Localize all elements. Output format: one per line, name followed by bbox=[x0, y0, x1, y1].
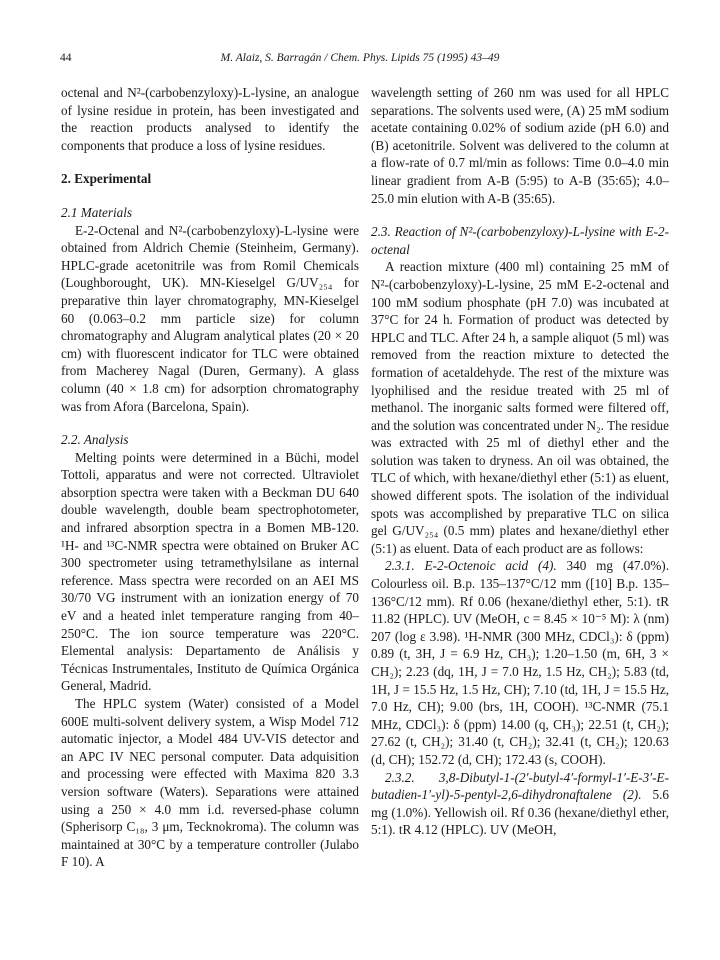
page-number: 44 bbox=[60, 52, 72, 64]
left-column bbox=[61, 84, 359, 871]
analysis-paragraph-2: The HPLC system (Water) consisted of a Model 600E multi-solvent delivery system, a Wisp Model 712 automatic injector, a Model 484 UV-VIS detector and an APC IV NEC personal computer. Data adquisition and processing were effected with Maxima 820 3.3 version software (Waters). Separations were attained using a 250 × 4.0 mm i.d. reversed-phase column (Spherisorp C₁₈, 3 μm, Tecknokroma). The column was maintained at 30°C by a temperature controller (Julabo F 10). A bbox=[61, 696, 359, 870]
product-2-heading: 2.3.2. 3,8-Dibutyl-1-(2′-butyl-4′-formyl-1′-E-3′-E-butadien-1′-yl)-5-pentyl-2,6-dihydronaftalene (2). bbox=[371, 769, 669, 803]
materials-paragraph: E-2-Octenal and N²-(carbobenzyloxy)-L-lysine were obtained from Aldrich Chemie (Steinheim, Germany). HPLC-grade acetonitrile was from Romil Chemicals (Loughborought, UK). MN-Kieselgel G/UV₂₅₄ for preparative thin layer chromatography, MN-Kieselgel 60 (0.063–0.2 mm particle size) for column chromatography and Alugram analytical plates (20 × 20 cm) with fluorescent indicator for TLC were obtained from Macherey Nagal (Duren, Germany). A glass column (40 × 1.8 cm) for adsorption chromatography was from Afora (Barcelona, Spain). bbox=[61, 222, 359, 414]
product-4-paragraph bbox=[371, 557, 669, 768]
right-column bbox=[371, 84, 669, 839]
product-4-heading: 2.3.1. E-2-Octenoic acid (4). bbox=[385, 558, 557, 574]
section-2-2-heading: 2.2. Analysis bbox=[61, 432, 129, 448]
page-header bbox=[60, 52, 660, 68]
section-2-3-heading: 2.3. Reaction of N²-(carbobenzyloxy)-L-lysine with E-2-octenal bbox=[371, 224, 669, 257]
product-4-text: 340 mg (47.0%). Colourless oil. B.p. 135–137°C/12 mm ([10] B.p. 135–136°C/12 mm). Rf 0.06 (hexane/diethyl ether, 5:1). tR 11.82 (HPLC). UV (MeOH, c = 8.45 × 10⁻⁵ M): λ (nm) 207 (log ε 3.98). ¹H-NMR (300 MHz, CDCl₃): δ (ppm) 0.89 (t, 3H, J = 6.9 Hz, CH₃); 1.20–1.50 (m, 6H, 3 × CH₂); 2.23 (dq, 1H, J = 7.0 Hz, 1.5 Hz, CH₂); 5.83 (td, 1H, J = 15.5 Hz, 1.5 Hz, CH); 7.10 (td, 1H, J = 15.5 Hz, 7.0 Hz, CH); 9.00 (brs, 1H, COOH). ¹³C-NMR (75.1 MHz, CDCl₃): δ (ppm) 14.00 (q, CH₃); 22.51 (t, CH₂); 27.62 (t, CH₂); 31.40 (t, CH₂); 32.41 (t, CH₂); 120.63 (d, CH); 152.72 (d, CH); 172.43 (s, COOH). bbox=[371, 558, 670, 767]
product-2-paragraph bbox=[371, 769, 669, 839]
section-2-heading: 2. Experimental bbox=[61, 171, 152, 187]
section-2-1-heading: 2.1 Materials bbox=[61, 204, 133, 220]
hplc-continuation: wavelength setting of 260 nm was used for all HPLC separations. The solvents used were, (A) 25 mM sodium acetate containing 0.02% of sodium azide (pH 6.0) and (B) acetonitrile. Solvent was delivered to the column at a flow-rate of 0.7 ml/min as follows: Time 0.0–4.0 min linear gradient from A-B (5:95) to A-B (35:65); 4.0–25.0 min elution with A-B (35:65). bbox=[371, 85, 669, 206]
analysis-paragraph-1: Melting points were determined in a Büchi, model Tottoli, apparatus and were not corrected. Ultraviolet absorption spectra were taken with a Beckman DU 640 double wavelength, double beam spectrophotometer, and infrared absorption spectra in a Bomen MB-120. ¹H- and ¹³C-NMR spectra were obtained on Bruker AC 300 spectrometer using tetramethylsilane as internal reference. Mass spectra were recorded on an AEI MS 30/70 VG instrument with an ionization energy of 70 eV and a heated inlet temperature ranging from 40–250°C. The ion source temperature was 220°C. Elemental analysis: Departamento de Análisis y Técnicas Instrumentales, Instituto de Química Orgánica General, Madrid. bbox=[61, 449, 359, 694]
reaction-paragraph: A reaction mixture (400 ml) containing 25 mM of N²-(carbobenzyloxy)-L-lysine, 25 mM E-2-octenal and 100 mM sodium phosphate (pH 7.0) was incubated at 37°C for 24 h. Formation of product was detected by HPLC and TLC. After 24 h, a sample aliquot (5 ml) was removed from the reaction mixture to detected the formation of acetaldehyde. The rest of the mixture was lyophilised and the residue treated with 25 ml of methanol. The inorganic salts formed were filtered off, and the solution was concentrated under N₂. The residue was extracted with 25 ml of diethyl ether and the solution was taken to dryness. An oil was obtained, the TLC of which, with hexane/diethyl ether (5:1) as eluent, showed different spots. The isolation of the individual spots was accomplished by preparative TLC on silica gel G/UV₂₅₄ (0.5 mm) plates and hexane/diethyl ether (5:1) as eluent. Data of each product are as follows: bbox=[371, 259, 669, 556]
product-2-text: 5.6 mg (1.0%). Yellowish oil. Rf 0.36 (hexane/diethyl ether, 5:1). tR 4.12 (HPLC). UV (MeOH, bbox=[371, 787, 670, 838]
running-title: M. Alaiz, S. Barragán / Chem. Phys. Lipids 75 (1995) 43–49 bbox=[220, 52, 500, 64]
intro-paragraph: octenal and N²-(carbobenzyloxy)-L-lysine, an analogue of lysine residue in protein, has been investigated and the reaction products analysed to identify the components that produce a loss of lysine residues. bbox=[61, 85, 359, 153]
